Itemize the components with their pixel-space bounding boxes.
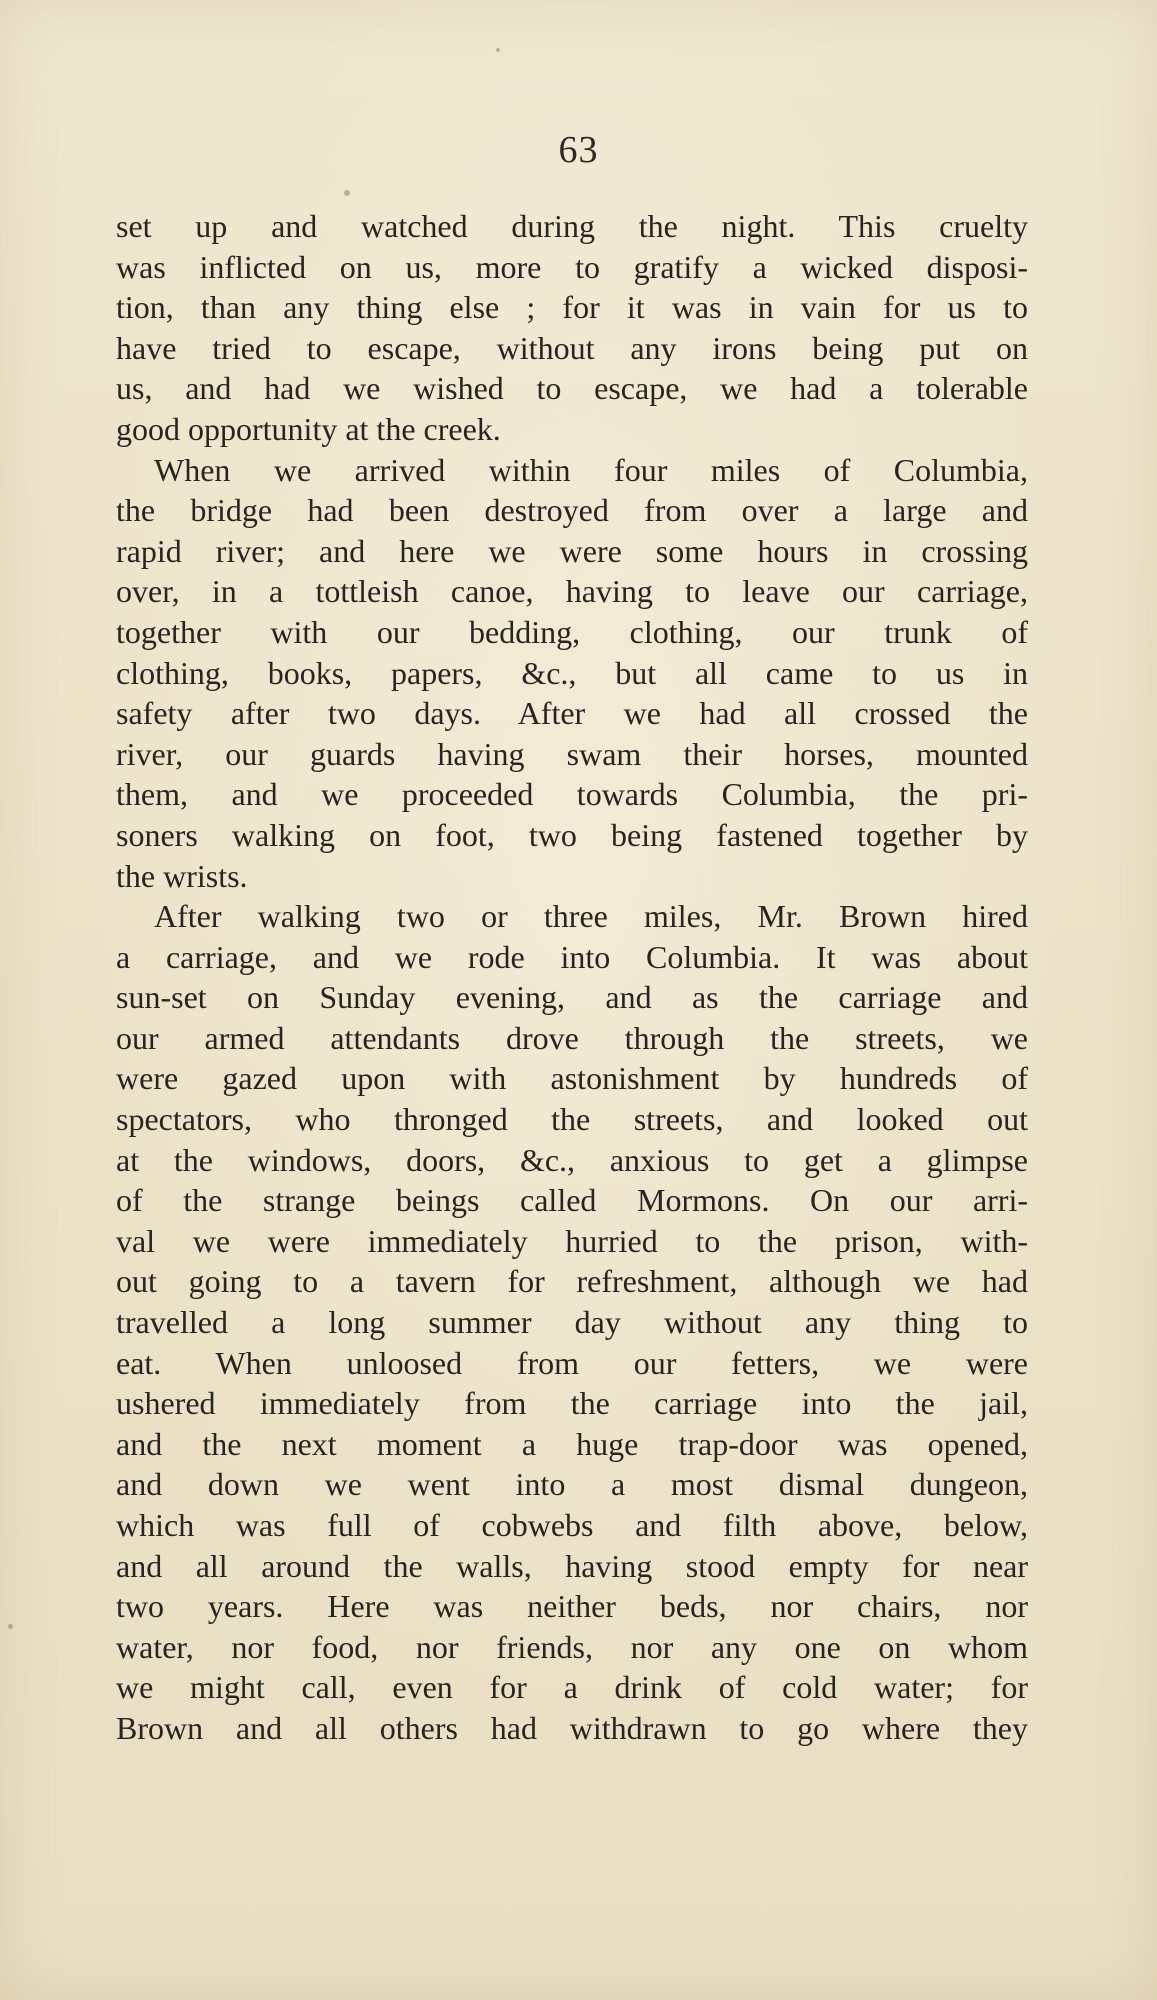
- text-line: of the strange beings called Mormons. On our arri-: [116, 1182, 1028, 1219]
- paper-speck: [496, 48, 500, 52]
- text-line: rapid river; and here we were some hours in crossing: [116, 532, 1028, 569]
- text-line: was inflicted on us, more to gratify a wicked disposi-: [116, 248, 1028, 285]
- text-line: have tried to escape, without any irons being put on: [116, 329, 1028, 366]
- text-line: and all around the walls, having stood empty for near: [116, 1547, 1028, 1584]
- text-line: water, nor food, nor friends, nor any one on whom: [116, 1628, 1028, 1665]
- text-line: out going to a tavern for refreshment, although we had: [116, 1263, 1028, 1300]
- text-line: Brown and all others had withdrawn to go where they: [116, 1709, 1028, 1746]
- text-line: we might call, even for a drink of cold water; for: [116, 1669, 1028, 1706]
- text-line: set up and watched during the night. This cruelty: [116, 208, 1028, 244]
- text-line: When we arrived within four miles of Columbia,: [154, 451, 1028, 488]
- text-line: After walking two or three miles, Mr. Brown hired: [154, 898, 1028, 935]
- text-line: the bridge had been destroyed from over a large and: [116, 492, 1028, 529]
- page-number: 63: [558, 129, 599, 171]
- text-line: and down we went into a most dismal dungeon,: [116, 1466, 1028, 1503]
- text-line: at the windows, doors, &c., anxious to get a glimpse: [116, 1141, 1028, 1178]
- text-line: soners walking on foot, two being fastened together by: [116, 816, 1028, 853]
- text-line: a carriage, and we rode into Columbia. It was about: [116, 938, 1028, 975]
- text-line: safety after two days. After we had all crossed the: [116, 695, 1028, 732]
- text-line: travelled a long summer day without any thing to: [116, 1304, 1028, 1341]
- text-line: sun-set on Sunday evening, and as the carriage and: [116, 979, 1028, 1016]
- text-line: and the next moment a huge trap-door was opened,: [116, 1425, 1028, 1462]
- text-line: river, our guards having swam their horses, mounted: [116, 735, 1028, 772]
- text-line: which was full of cobwebs and filth above, below,: [116, 1507, 1028, 1543]
- text-line: the wrists.: [116, 857, 248, 894]
- text-line: eat. When unloosed from our fetters, we were: [116, 1344, 1028, 1381]
- body-text: [116, 206, 1028, 1749]
- text-line: over, in a tottleish canoe, having to leave our carriage,: [116, 573, 1028, 610]
- text-line: together with our bedding, clothing, our trunk of: [116, 613, 1028, 650]
- text-line: were gazed upon with astonishment by hundreds of: [116, 1060, 1028, 1097]
- text-line: good opportunity at the creek.: [116, 410, 501, 447]
- text-line: val we were immediately hurried to the prison, with-: [116, 1222, 1028, 1259]
- text-line: clothing, books, papers, &c., but all came to us in: [116, 654, 1028, 691]
- paper-speck: [8, 1624, 13, 1629]
- text-line: spectators, who thronged the streets, and looked out: [116, 1101, 1028, 1138]
- paper-speck: [344, 190, 350, 196]
- text-line: our armed attendants drove through the streets, we: [116, 1019, 1028, 1056]
- text-line: two years. Here was neither beds, nor chairs, nor: [116, 1588, 1028, 1625]
- text-line: tion, than any thing else ; for it was in vain for us to: [116, 289, 1028, 326]
- text-line: ushered immediately from the carriage into the jail,: [116, 1385, 1028, 1422]
- text-line: us, and had we wished to escape, we had a tolerable: [116, 370, 1028, 407]
- text-line: them, and we proceeded towards Columbia, the pri-: [116, 776, 1028, 813]
